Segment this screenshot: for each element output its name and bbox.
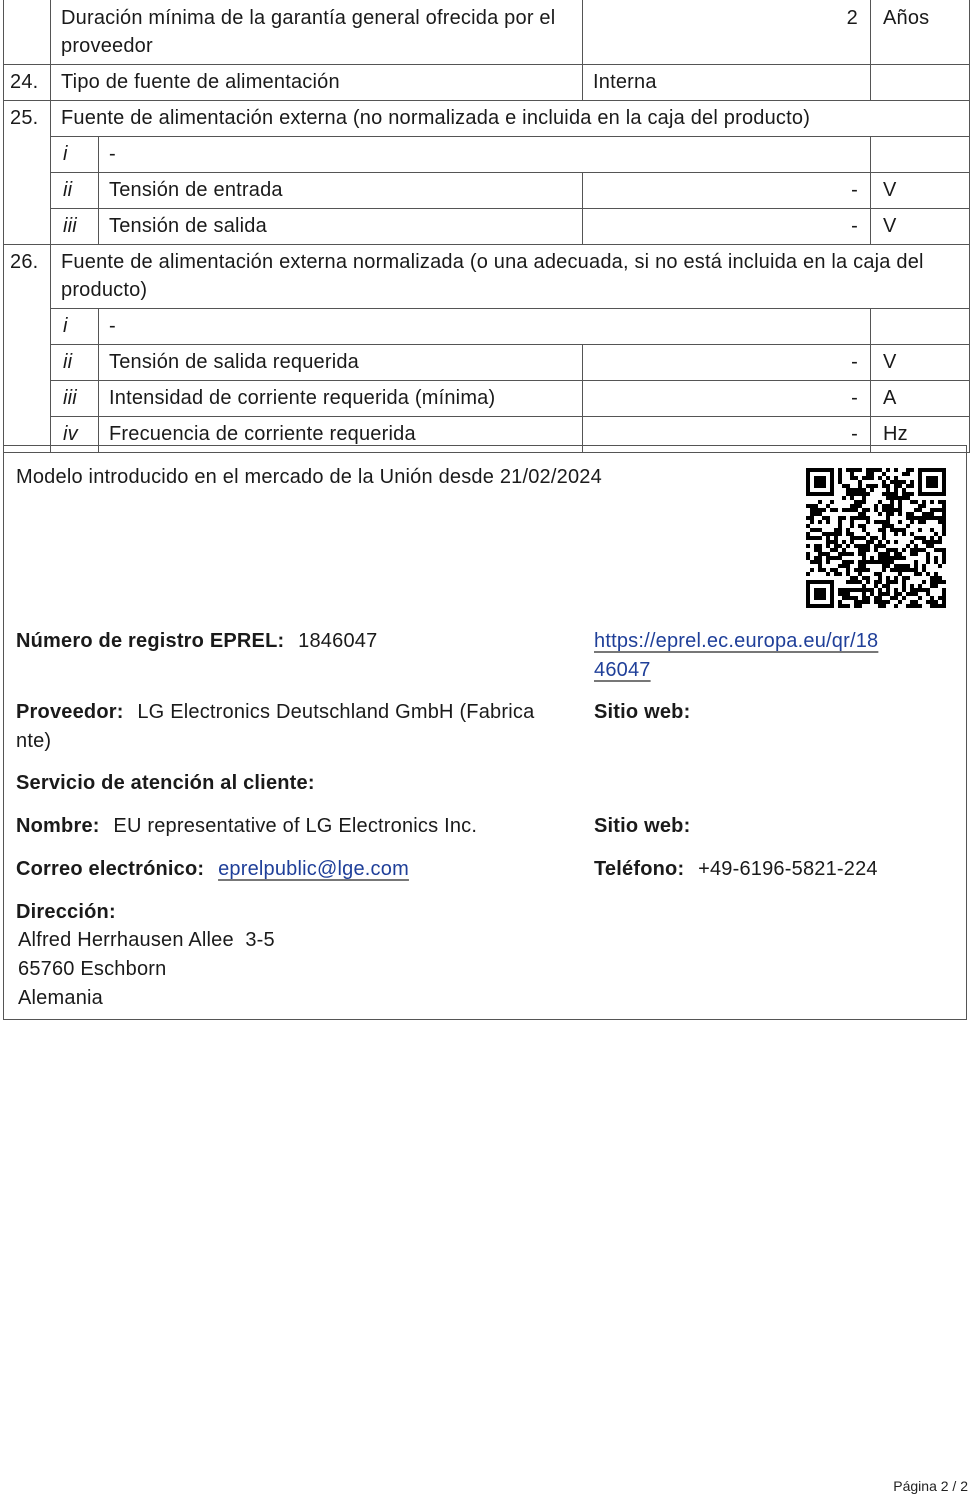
row-number: 25. (4, 101, 51, 245)
row-number: 24. (4, 65, 51, 101)
row-sub-index: iii (51, 381, 99, 417)
row-value: - (583, 173, 871, 209)
supplier-value: LG Electronics Deutschland GmbH (Fabrica (137, 701, 535, 723)
eprel-url-line-1[interactable]: https://eprel.ec.europa.eu/qr/18 (594, 630, 879, 652)
row-label: Tensión de entrada (99, 173, 583, 209)
row-unit: V (871, 345, 970, 381)
row-unit: A (871, 381, 970, 417)
row-value: - (583, 209, 871, 245)
table-row (4, 137, 970, 173)
eprel-url-link[interactable] (594, 627, 934, 685)
spec-table (3, 0, 970, 453)
row-label: Fuente de alimentación externa (no normalizada e incluida en la caja del producto) (51, 101, 970, 137)
row-unit (871, 309, 970, 345)
supplier-value-cont: nte) (16, 730, 52, 752)
row-sub-index: ii (51, 173, 99, 209)
row-label: Tensión de salida requerida (99, 345, 583, 381)
row-sub-index: iv (51, 417, 99, 453)
row-unit: V (871, 209, 970, 245)
row-label: - (99, 309, 871, 345)
row-sub-index: i (51, 137, 99, 173)
address-city: 65760 Eschborn (18, 958, 167, 980)
row-label: Duración mínima de la garantía general ofrecida por el proveedor (51, 0, 583, 65)
contact-phone (594, 855, 878, 884)
phone-value: +49-6196-5821-224 (698, 858, 878, 880)
table-row (4, 65, 970, 101)
row-sub-index: i (51, 309, 99, 345)
row-unit: V (871, 173, 970, 209)
address-country: Alemania (18, 987, 103, 1009)
qr-code-icon[interactable] (806, 468, 946, 608)
eprel-url-line-2[interactable]: 46047 (594, 659, 651, 681)
row-value: - (583, 381, 871, 417)
name-label: Nombre: (16, 815, 100, 837)
supplier (16, 698, 576, 756)
contact-website-label: Sitio web: (594, 815, 691, 837)
eprel-registration (16, 627, 377, 656)
eprel-label: Número de registro EPREL: (16, 630, 285, 652)
table-row (4, 209, 970, 245)
name-value: EU representative of LG Electronics Inc. (113, 815, 478, 837)
table-row (4, 245, 970, 309)
row-label: Frecuencia de corriente requerida (99, 417, 583, 453)
row-label: Intensidad de corriente requerida (mínima) (99, 381, 583, 417)
table-row (4, 0, 970, 65)
page-number: Página 2 / 2 (893, 1478, 968, 1494)
address-street: Alfred Herrhausen Allee 3-5 (18, 929, 275, 951)
eprel-info-box (3, 445, 967, 1020)
row-value: - (583, 345, 871, 381)
supplier-label: Proveedor: (16, 701, 124, 723)
table-row (4, 345, 970, 381)
email-label: Correo electrónico: (16, 858, 205, 880)
row-unit: Años (871, 0, 970, 65)
market-intro-text: Modelo introducido en el mercado de la Unión desde 21/02/2024 (16, 466, 602, 488)
row-label: - (99, 137, 871, 173)
table-row (4, 381, 970, 417)
row-sub-index: iii (51, 209, 99, 245)
row-value: Interna (583, 65, 871, 101)
row-unit: Hz (871, 417, 970, 453)
row-value: - (583, 417, 871, 453)
row-label: Tipo de fuente de alimentación (51, 65, 583, 101)
eprel-value: 1846047 (298, 630, 378, 652)
customer-service-label: Servicio de atención al cliente: (16, 772, 315, 794)
table-row (4, 173, 970, 209)
row-label: Tensión de salida (99, 209, 583, 245)
row-number: 26. (4, 245, 51, 453)
email-link[interactable]: eprelpublic@lge.com (218, 858, 409, 880)
row-unit (871, 137, 970, 173)
contact-email (16, 855, 409, 884)
table-row (4, 101, 970, 137)
row-value: 2 (583, 0, 871, 65)
row-sub-index: ii (51, 345, 99, 381)
row-unit (871, 65, 970, 101)
contact-name (16, 812, 477, 841)
table-row (4, 309, 970, 345)
row-number (4, 0, 51, 65)
phone-label: Teléfono: (594, 858, 685, 880)
address-lines (18, 926, 275, 1013)
address-label: Dirección: (16, 901, 116, 923)
row-label: Fuente de alimentación externa normalizada (o una adecuada, si no está incluida en la caja del producto) (51, 245, 970, 309)
supplier-website-label: Sitio web: (594, 701, 691, 723)
